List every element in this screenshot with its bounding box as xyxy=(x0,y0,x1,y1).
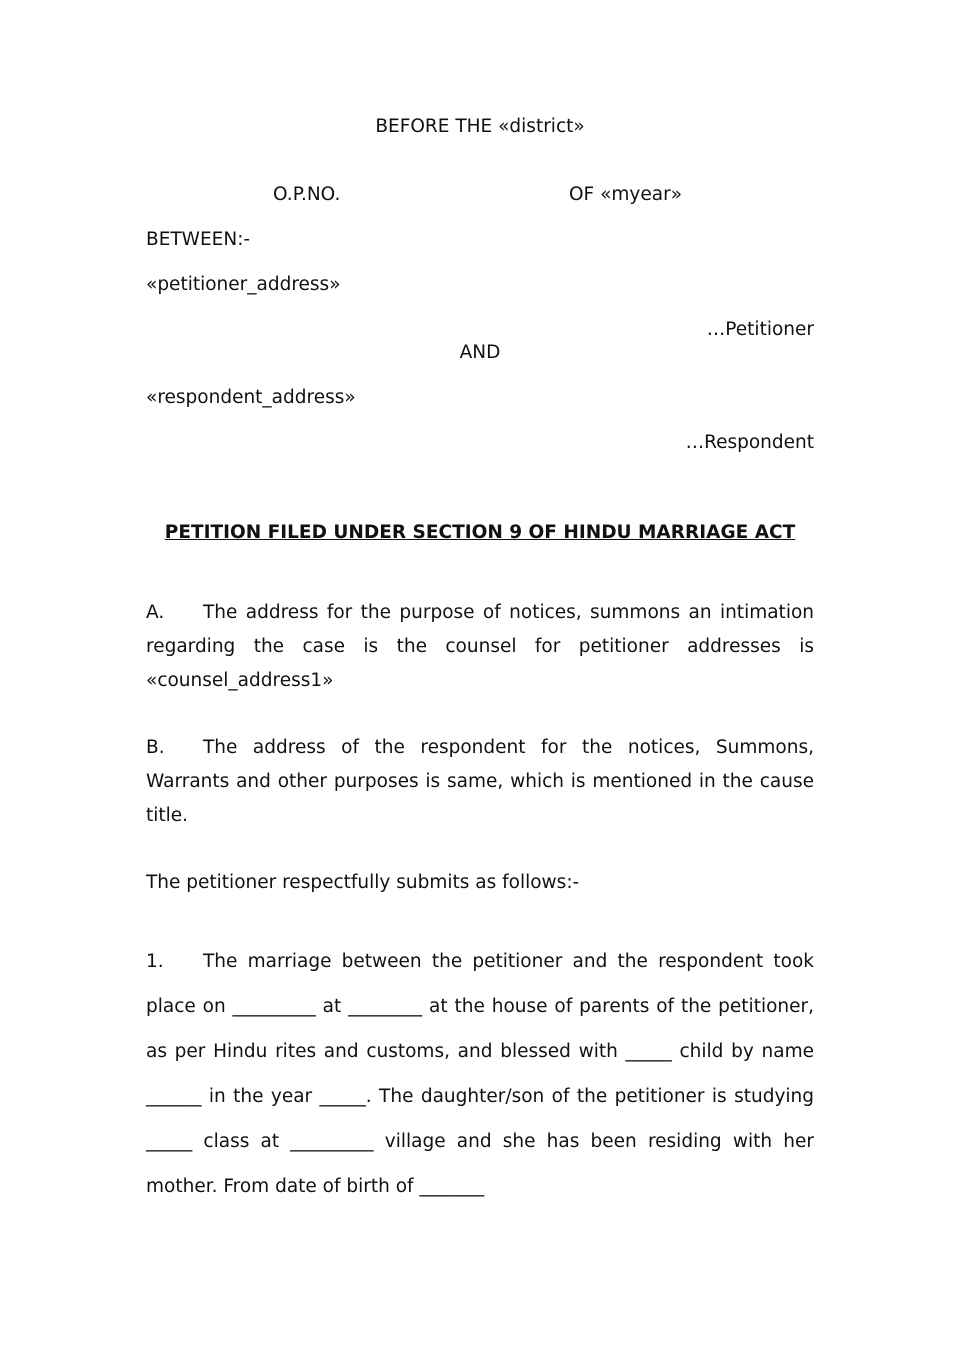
paragraph-1-number: 1. xyxy=(146,951,164,972)
petitioner-label: …Petitioner xyxy=(706,319,814,340)
petitioner-address: «petitioner_address» xyxy=(146,274,341,295)
court-heading: BEFORE THE «district» xyxy=(375,116,585,137)
paragraph-1-text: The marriage between the petitioner and the respondent took place on _________ at ________ at the house of parents of the petitioner, as per Hindu rites and customs, and blessed with _____ child by name ______ in the year _____. The daughter/son of the petitioner is studying _____ class at _________ village and she has been residing with her mother. From date of birth of _______ xyxy=(146,951,814,1197)
paragraph-a-text: The address for the purpose of notices, summons an intimation regarding the case is the counsel for petitioner addresses is «counsel_address1» xyxy=(146,602,814,691)
paragraph-b xyxy=(146,731,814,833)
paragraph-a-number: A. xyxy=(146,602,165,623)
respondent-address: «respondent_address» xyxy=(146,387,356,408)
respondent-label: …Respondent xyxy=(685,432,814,453)
paragraph-1 xyxy=(146,939,814,1209)
and-separator: AND xyxy=(459,342,501,363)
op-number-label: O.P.NO. xyxy=(273,184,341,205)
op-year-label: OF «myear» xyxy=(569,184,683,205)
between-label: BETWEEN:- xyxy=(146,229,251,250)
paragraph-a xyxy=(146,596,814,698)
petition-title: PETITION FILED UNDER SECTION 9 OF HINDU MARRIAGE ACT xyxy=(164,522,796,543)
paragraph-b-text: The address of the respondent for the notices, Summons, Warrants and other purposes is same, which is mentioned in the cause title. xyxy=(146,737,814,826)
submits-intro: The petitioner respectfully submits as follows:- xyxy=(146,872,580,893)
paragraph-b-number: B. xyxy=(146,737,165,758)
